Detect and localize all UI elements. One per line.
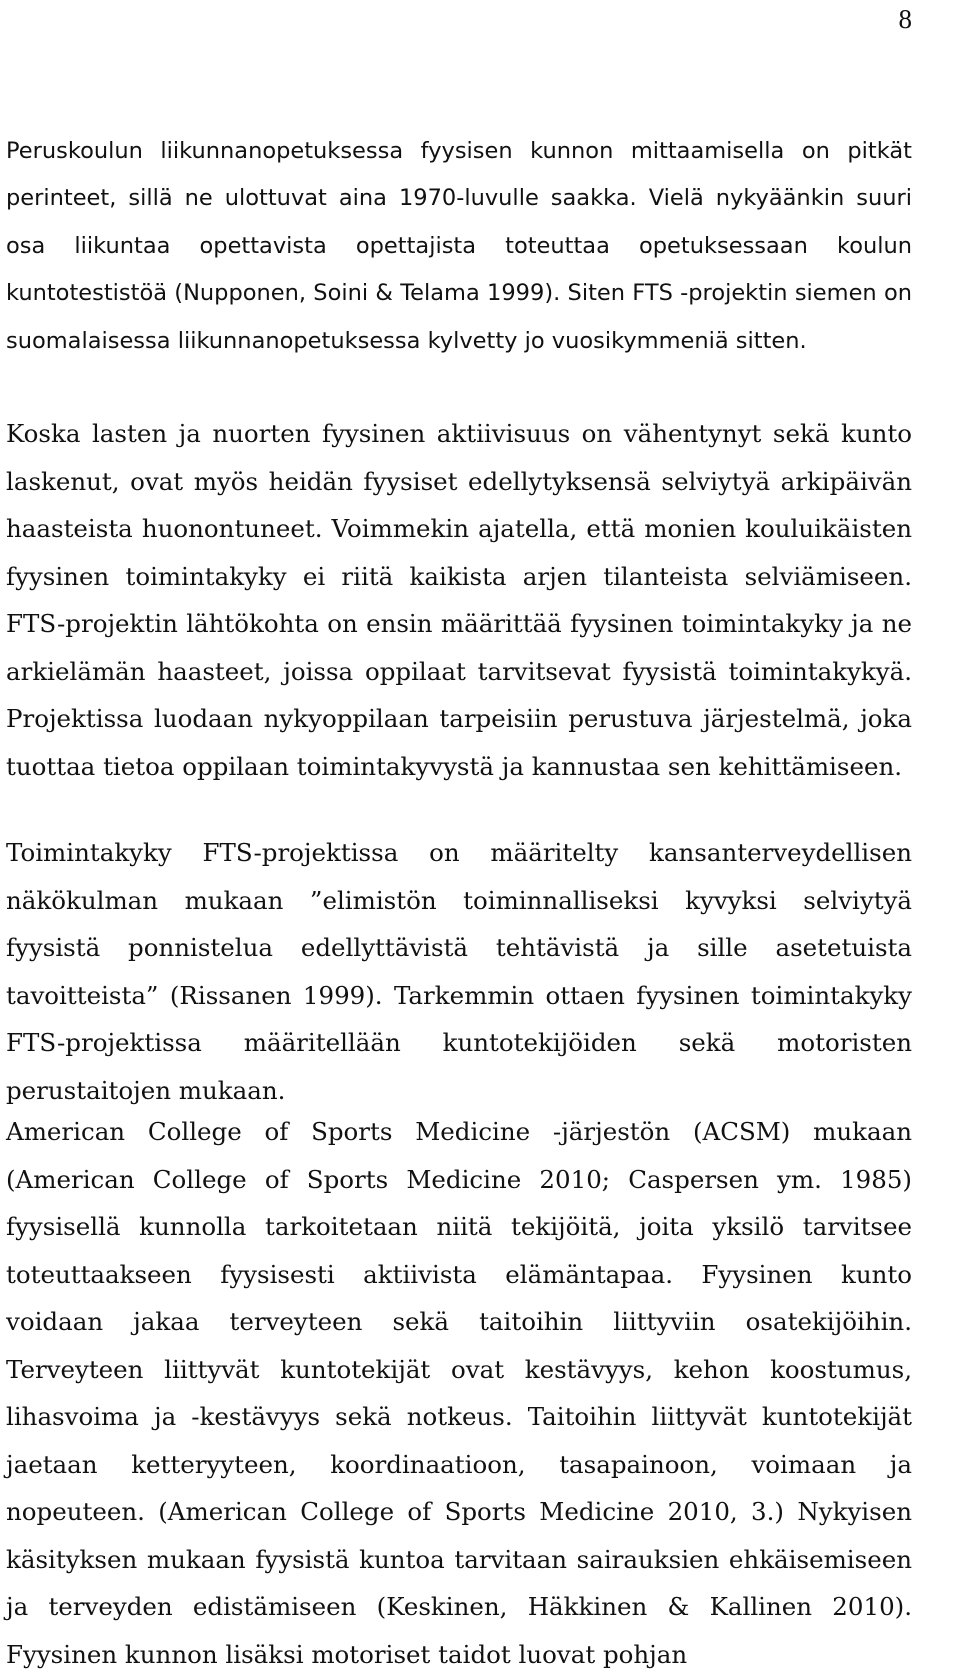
paragraph-4: American College of Sports Medicine -järjestön (ACSM) mukaan (American College of Sports Medicine 2010; Caspersen ym. 1985) fyysisellä kunnolla tarkoitetaan niitä tekijöitä, joita yksilö tarvitsee toteuttaakseen fyysisesti aktiivista elämäntapaa. Fyysinen kunto voidaan jakaa terveyteen sekä taitoihin liittyviin osatekijöihin. Terveyteen liittyvät kuntotekijät ovat kestävyys, kehon koostumus, lihasvoima ja -kestävyys sekä notkeus. Taitoihin liittyvät kuntotekijät jaetaan ketteryyteen, koordinaatioon, tasapainoon, voimaan ja nopeuteen. (American College of Sports Medicine 2010, 3.) Nykyisen käsityksen mukaan fyysistä kuntoa tarvitaan sairauksien ehkäisemiseen ja terveyden edistämiseen (Keskinen, Häkkinen & Kallinen 2010). Fyysinen kunnon lisäksi motoriset taidot luovat pohjan [6,1117,912,1669]
page-number: 8 [898,4,912,34]
paragraph-2: Koska lasten ja nuorten fyysinen aktiivisuus on vähentynyt sekä kunto laskenut, ovat myös heidän fyysiset edellytyksensä selviytyä arkipäivän haasteista huonontuneet. Voimmekin ajatella, että monien kouluikäisten fyysinen toimintakyky ei riitä kaikista arjen tilanteista selviämiseen. FTS-projektin lähtökohta on ensin määrittää fyysinen toimintakyky ja ne arkielämän haasteet, joissa oppilaat tarvitsevat fyysistä toimintakykyä. Projektissa luodaan nykyoppilaan tarpeisiin perustuva järjestelmä, joka tuottaa tietoa oppilaan toimintakyvystä ja kannustaa sen kehittämiseen. [6,419,912,781]
paragraph-1: Peruskoulun liikunnanopetuksessa fyysisen kunnon mittaamisella on pitkät perinteet, sillä ne ulottuvat aina 1970-luvulle saakka. Vielä nykyäänkin suuri osa liikuntaa opettavista opettajista toteuttaa opetuksessaan koulun kuntotestistöä (Nupponen, Soini & Telama 1999). Siten FTS -projektin siemen on suomalaisessa liikunnanopetuksessa kylvetty jo vuosikymmeniä sitten. [6,138,912,354]
paragraph-3: Toimintakyky FTS-projektissa on määritelty kansanterveydellisen näkökulman mukaan ”elimistön toiminnalliseksi kyvyksi selviytyä fyysistä ponnistelua edellyttävistä tehtävistä ja sille asetetuista tavoitteista” (Rissanen 1999). Tarkemmin ottaen fyysinen toimintakyky FTS-projektissa määritellään kuntotekijöiden sekä motoristen perustaitojen mukaan. [6,838,912,1105]
